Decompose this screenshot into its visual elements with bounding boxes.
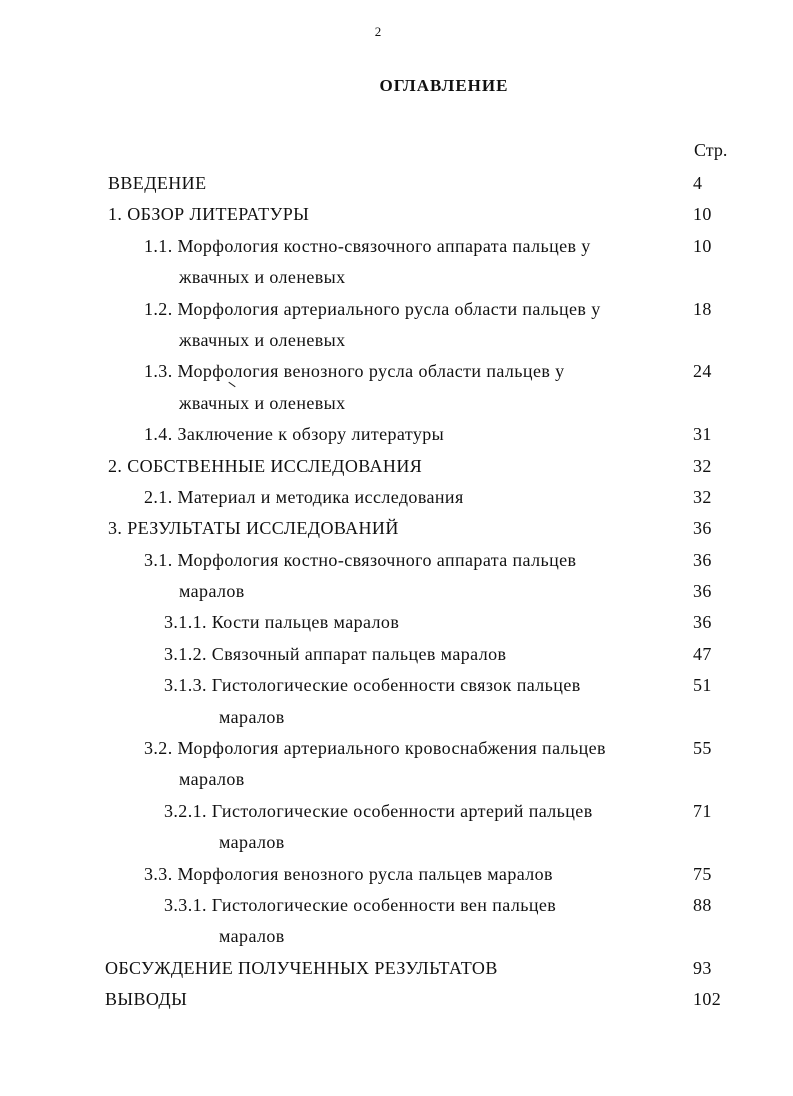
toc-entry-text: 1.3. Морфология венозного русла области пальцев у bbox=[144, 361, 565, 382]
toc-entry-1-2-continued bbox=[0, 325, 793, 356]
toc-entry-chapter-2 bbox=[0, 451, 793, 482]
toc-title: ОГЛАВЛЕНИЕ bbox=[379, 76, 509, 95]
toc-entry-text: маралов bbox=[219, 926, 285, 947]
toc-entry-page: 36 bbox=[693, 549, 712, 570]
toc-entry-page: 24 bbox=[693, 361, 712, 382]
toc-entry-3-1-3 bbox=[0, 670, 793, 701]
toc-entry-text: ВВЕДЕНИЕ bbox=[108, 173, 207, 193]
toc-entry-text: 1.4. Заключение к обзору литературы bbox=[144, 424, 445, 445]
toc-entry-3-2 bbox=[0, 733, 793, 764]
toc-entry-text: маралов bbox=[219, 706, 285, 727]
toc-entry-text: 3.2. Морфология артериального кровоснабжения пальцев bbox=[144, 738, 606, 759]
toc-entry-3-2-1-continued bbox=[0, 827, 793, 858]
table-of-contents bbox=[0, 168, 793, 1016]
toc-entry-page: 10 bbox=[693, 235, 712, 256]
toc-entry-page: 36 bbox=[693, 518, 712, 539]
toc-entry-page: 10 bbox=[693, 204, 712, 225]
toc-entry-1-1 bbox=[0, 231, 793, 262]
toc-entry-3-1-2 bbox=[0, 639, 793, 670]
toc-entry-chapter-1 bbox=[0, 199, 793, 230]
toc-entry-introduction bbox=[0, 168, 793, 199]
toc-entry-page: 93 bbox=[693, 957, 712, 978]
toc-entry-text: 3.1.1. Кости пальцев маралов bbox=[164, 612, 400, 633]
toc-entry-text: маралов bbox=[179, 769, 245, 790]
toc-entry-1-2 bbox=[0, 294, 793, 325]
toc-entry-page: 18 bbox=[693, 298, 712, 319]
toc-entry-text: 3. РЕЗУЛЬТАТЫ ИССЛЕДОВАНИЙ bbox=[108, 518, 399, 539]
toc-entry-page: 36 bbox=[693, 612, 712, 633]
toc-entry-page: 51 bbox=[693, 675, 712, 696]
toc-entry-text: жвачных и оленевых bbox=[179, 267, 346, 288]
toc-entry-text: 3.1.3. Гистологические особенности связок пальцев bbox=[164, 675, 581, 696]
toc-entry-text: 1. ОБЗОР ЛИТЕРАТУРЫ bbox=[108, 204, 310, 225]
toc-entry-page: 55 bbox=[693, 738, 712, 759]
toc-entry-text: 1.2. Морфология артериального русла области пальцев у bbox=[144, 298, 601, 319]
toc-entry-text: маралов bbox=[219, 832, 285, 853]
toc-entry-text: жвачных и оленевых bbox=[179, 329, 346, 350]
toc-entry-text: 1.1. Морфология костно-связочного аппарата пальцев у bbox=[144, 235, 591, 256]
page-column-header: Стр. bbox=[694, 140, 728, 160]
toc-entry-text: 3.1.2. Связочный аппарат пальцев маралов bbox=[164, 643, 507, 664]
toc-entry-page: 32 bbox=[693, 486, 712, 507]
toc-entry-page: 88 bbox=[693, 894, 712, 915]
toc-entry-3-3 bbox=[0, 859, 793, 890]
toc-entry-2-1 bbox=[0, 482, 793, 513]
toc-entry-1-4 bbox=[0, 419, 793, 450]
toc-entry-3-1-3-continued bbox=[0, 702, 793, 733]
toc-entry-page: 32 bbox=[693, 455, 712, 476]
toc-entry-text: ВЫВОДЫ bbox=[105, 989, 188, 1010]
toc-entry-text: 3.2.1. Гистологические особенности артерий пальцев bbox=[164, 800, 593, 821]
toc-entry-3-1-1 bbox=[0, 607, 793, 638]
toc-entry-text: 2.1. Материал и методика исследования bbox=[144, 486, 464, 507]
toc-entry-text: 3.3. Морфология венозного русла пальцев маралов bbox=[144, 863, 553, 884]
toc-entry-3-2-continued bbox=[0, 764, 793, 795]
toc-entry-1-1-continued bbox=[0, 262, 793, 293]
toc-entry-page: 4 bbox=[693, 173, 703, 193]
toc-entry-chapter-3 bbox=[0, 513, 793, 544]
toc-entry-3-1-continued bbox=[0, 576, 793, 607]
toc-title-wrapper bbox=[0, 76, 793, 96]
toc-entry-text: 3.1. Морфология костно-связочного аппарата пальцев bbox=[144, 549, 577, 570]
toc-entry-page: 36 bbox=[693, 581, 712, 602]
toc-entry-3-1 bbox=[0, 545, 793, 576]
toc-entry-page: 71 bbox=[693, 800, 712, 821]
toc-entry-page: 102 bbox=[693, 989, 722, 1010]
toc-entry-1-3-continued bbox=[0, 388, 793, 419]
toc-entry-discussion bbox=[0, 953, 793, 984]
toc-entry-text: 3.3.1. Гистологические особенности вен пальцев bbox=[164, 894, 557, 915]
toc-entry-text: жвачных и оленевых bbox=[179, 392, 346, 413]
toc-entry-page: 47 bbox=[693, 643, 712, 664]
toc-entry-text: ОБСУЖДЕНИЕ ПОЛУЧЕННЫХ РЕЗУЛЬТАТОВ bbox=[105, 957, 498, 978]
toc-entry-3-3-1 bbox=[0, 890, 793, 921]
toc-entry-conclusions bbox=[0, 984, 793, 1015]
toc-entry-1-3 bbox=[0, 356, 793, 387]
toc-entry-text: маралов bbox=[179, 581, 245, 602]
toc-entry-3-3-1-continued bbox=[0, 921, 793, 952]
toc-entry-3-2-1 bbox=[0, 796, 793, 827]
toc-entry-text: 2. СОБСТВЕННЫЕ ИССЛЕДОВАНИЯ bbox=[108, 455, 423, 476]
toc-entry-page: 31 bbox=[693, 424, 712, 445]
page-number: 2 bbox=[374, 24, 382, 39]
toc-entry-page: 75 bbox=[693, 863, 712, 884]
